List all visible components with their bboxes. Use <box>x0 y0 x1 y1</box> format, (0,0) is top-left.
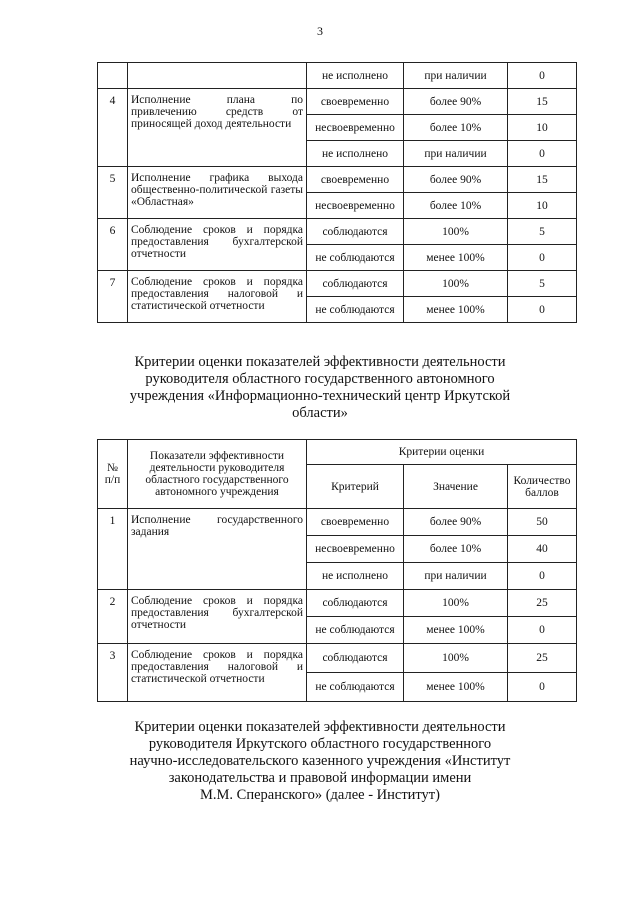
criterion-cell: соблюдаются <box>307 644 404 673</box>
points-cell: 25 <box>508 644 577 673</box>
heading-line: области» <box>292 405 348 421</box>
criterion-cell: не исполнено <box>307 563 404 590</box>
page-number: 3 <box>317 24 323 38</box>
row-number: 7 <box>98 271 128 323</box>
criterion-cell: не соблюдаются <box>307 673 404 702</box>
points-cell: 0 <box>508 563 577 590</box>
criterion-cell: своевременно <box>307 89 404 115</box>
value-cell: 100% <box>404 219 508 245</box>
header-value: Значение <box>404 465 508 509</box>
criterion-cell: своевременно <box>307 167 404 193</box>
criteria-table-continued <box>97 62 577 323</box>
criterion-cell: соблюдаются <box>307 219 404 245</box>
criterion-cell: своевременно <box>307 509 404 536</box>
header-criteria-group: Критерии оценки <box>307 440 577 465</box>
points-cell: 0 <box>508 297 577 323</box>
header-points: Количество баллов <box>508 465 577 509</box>
points-cell: 10 <box>508 115 577 141</box>
criteria-table-itc <box>97 439 577 702</box>
row-number: 4 <box>98 89 128 167</box>
header-num: № п/п <box>98 440 128 509</box>
indicator-cell: Соблюдение сроков и порядка предоставления налоговой и статистической отчетности <box>128 644 307 702</box>
value-cell: менее 100% <box>404 297 508 323</box>
value-cell: более 10% <box>404 115 508 141</box>
criterion-cell: не соблюдаются <box>307 245 404 271</box>
points-cell: 15 <box>508 89 577 115</box>
header-criterion: Критерий <box>307 465 404 509</box>
section-heading-itc <box>0 354 640 422</box>
value-cell: 100% <box>404 590 508 617</box>
criterion-cell: не исполнено <box>307 141 404 167</box>
table-row <box>98 509 577 536</box>
points-cell: 5 <box>508 271 577 297</box>
value-cell: более 90% <box>404 167 508 193</box>
value-cell: более 10% <box>404 536 508 563</box>
points-cell: 0 <box>508 141 577 167</box>
indicator-cell: Соблюдение сроков и порядка предоставления налоговой и статистической отчетности <box>128 271 307 323</box>
points-cell: 0 <box>508 245 577 271</box>
row-number: 3 <box>98 644 128 702</box>
table-row <box>98 590 577 617</box>
value-cell: менее 100% <box>404 617 508 644</box>
table-row <box>98 271 577 297</box>
value-cell: при наличии <box>404 141 508 167</box>
table-row <box>98 167 577 193</box>
heading-line: учреждения «Информационно-технический центр Иркутской <box>129 388 511 404</box>
heading-line: руководителя областного государственного автономного <box>145 371 495 387</box>
heading-line: научно-исследовательского казенного учреждения «Институт <box>129 753 511 769</box>
table-row <box>98 63 577 89</box>
heading-line: Критерии оценки показателей эффективности деятельности <box>134 354 506 370</box>
value-cell: более 90% <box>404 509 508 536</box>
criterion-cell: не исполнено <box>307 63 404 89</box>
points-cell: 10 <box>508 193 577 219</box>
heading-line: руководителя Иркутского областного государственного <box>148 736 492 752</box>
value-cell: при наличии <box>404 63 508 89</box>
row-number: 5 <box>98 167 128 219</box>
indicator-cell: Исполнение государственного задания <box>128 509 307 590</box>
points-cell: 40 <box>508 536 577 563</box>
row-number: 6 <box>98 219 128 271</box>
indicator-cell: Соблюдение сроков и порядка предоставления бухгалтерской отчетности <box>128 219 307 271</box>
row-number: 1 <box>98 509 128 590</box>
value-cell: 100% <box>404 644 508 673</box>
section-heading-institute <box>0 719 640 804</box>
points-cell: 5 <box>508 219 577 245</box>
indicator-cell: Исполнение графика выхода общественно-политической газеты «Областная» <box>128 167 307 219</box>
criterion-cell: несвоевременно <box>307 536 404 563</box>
criterion-cell: не соблюдаются <box>307 617 404 644</box>
row-number: 2 <box>98 590 128 644</box>
indicator-cell: Исполнение плана по привлечению средств от приносящей доход деятельности <box>128 89 307 167</box>
header-indicators: Показатели эффективности деятельности руководителя областного государственного автономного учреждения <box>128 440 307 509</box>
table-row <box>98 219 577 245</box>
value-cell: менее 100% <box>404 673 508 702</box>
criterion-cell: несвоевременно <box>307 193 404 219</box>
value-cell: менее 100% <box>404 245 508 271</box>
value-cell: более 10% <box>404 193 508 219</box>
points-cell: 0 <box>508 617 577 644</box>
value-cell: при наличии <box>404 563 508 590</box>
heading-line: М.М. Сперанского» (далее - Институт) <box>200 787 440 803</box>
criterion-cell: соблюдаются <box>307 590 404 617</box>
points-cell: 0 <box>508 673 577 702</box>
criterion-cell: соблюдаются <box>307 271 404 297</box>
row-number <box>98 63 128 89</box>
heading-line: Критерии оценки показателей эффективности деятельности <box>134 719 506 735</box>
criterion-cell: несвоевременно <box>307 115 404 141</box>
points-cell: 25 <box>508 590 577 617</box>
criterion-cell: не соблюдаются <box>307 297 404 323</box>
points-cell: 50 <box>508 509 577 536</box>
value-cell: 100% <box>404 271 508 297</box>
value-cell: более 90% <box>404 89 508 115</box>
points-cell: 15 <box>508 167 577 193</box>
indicator-cell <box>128 63 307 89</box>
table-row <box>98 644 577 673</box>
indicator-cell: Соблюдение сроков и порядка предоставления бухгалтерской отчетности <box>128 590 307 644</box>
points-cell: 0 <box>508 63 577 89</box>
table-row <box>98 89 577 115</box>
heading-line: законодательства и правовой информации имени <box>168 770 472 786</box>
